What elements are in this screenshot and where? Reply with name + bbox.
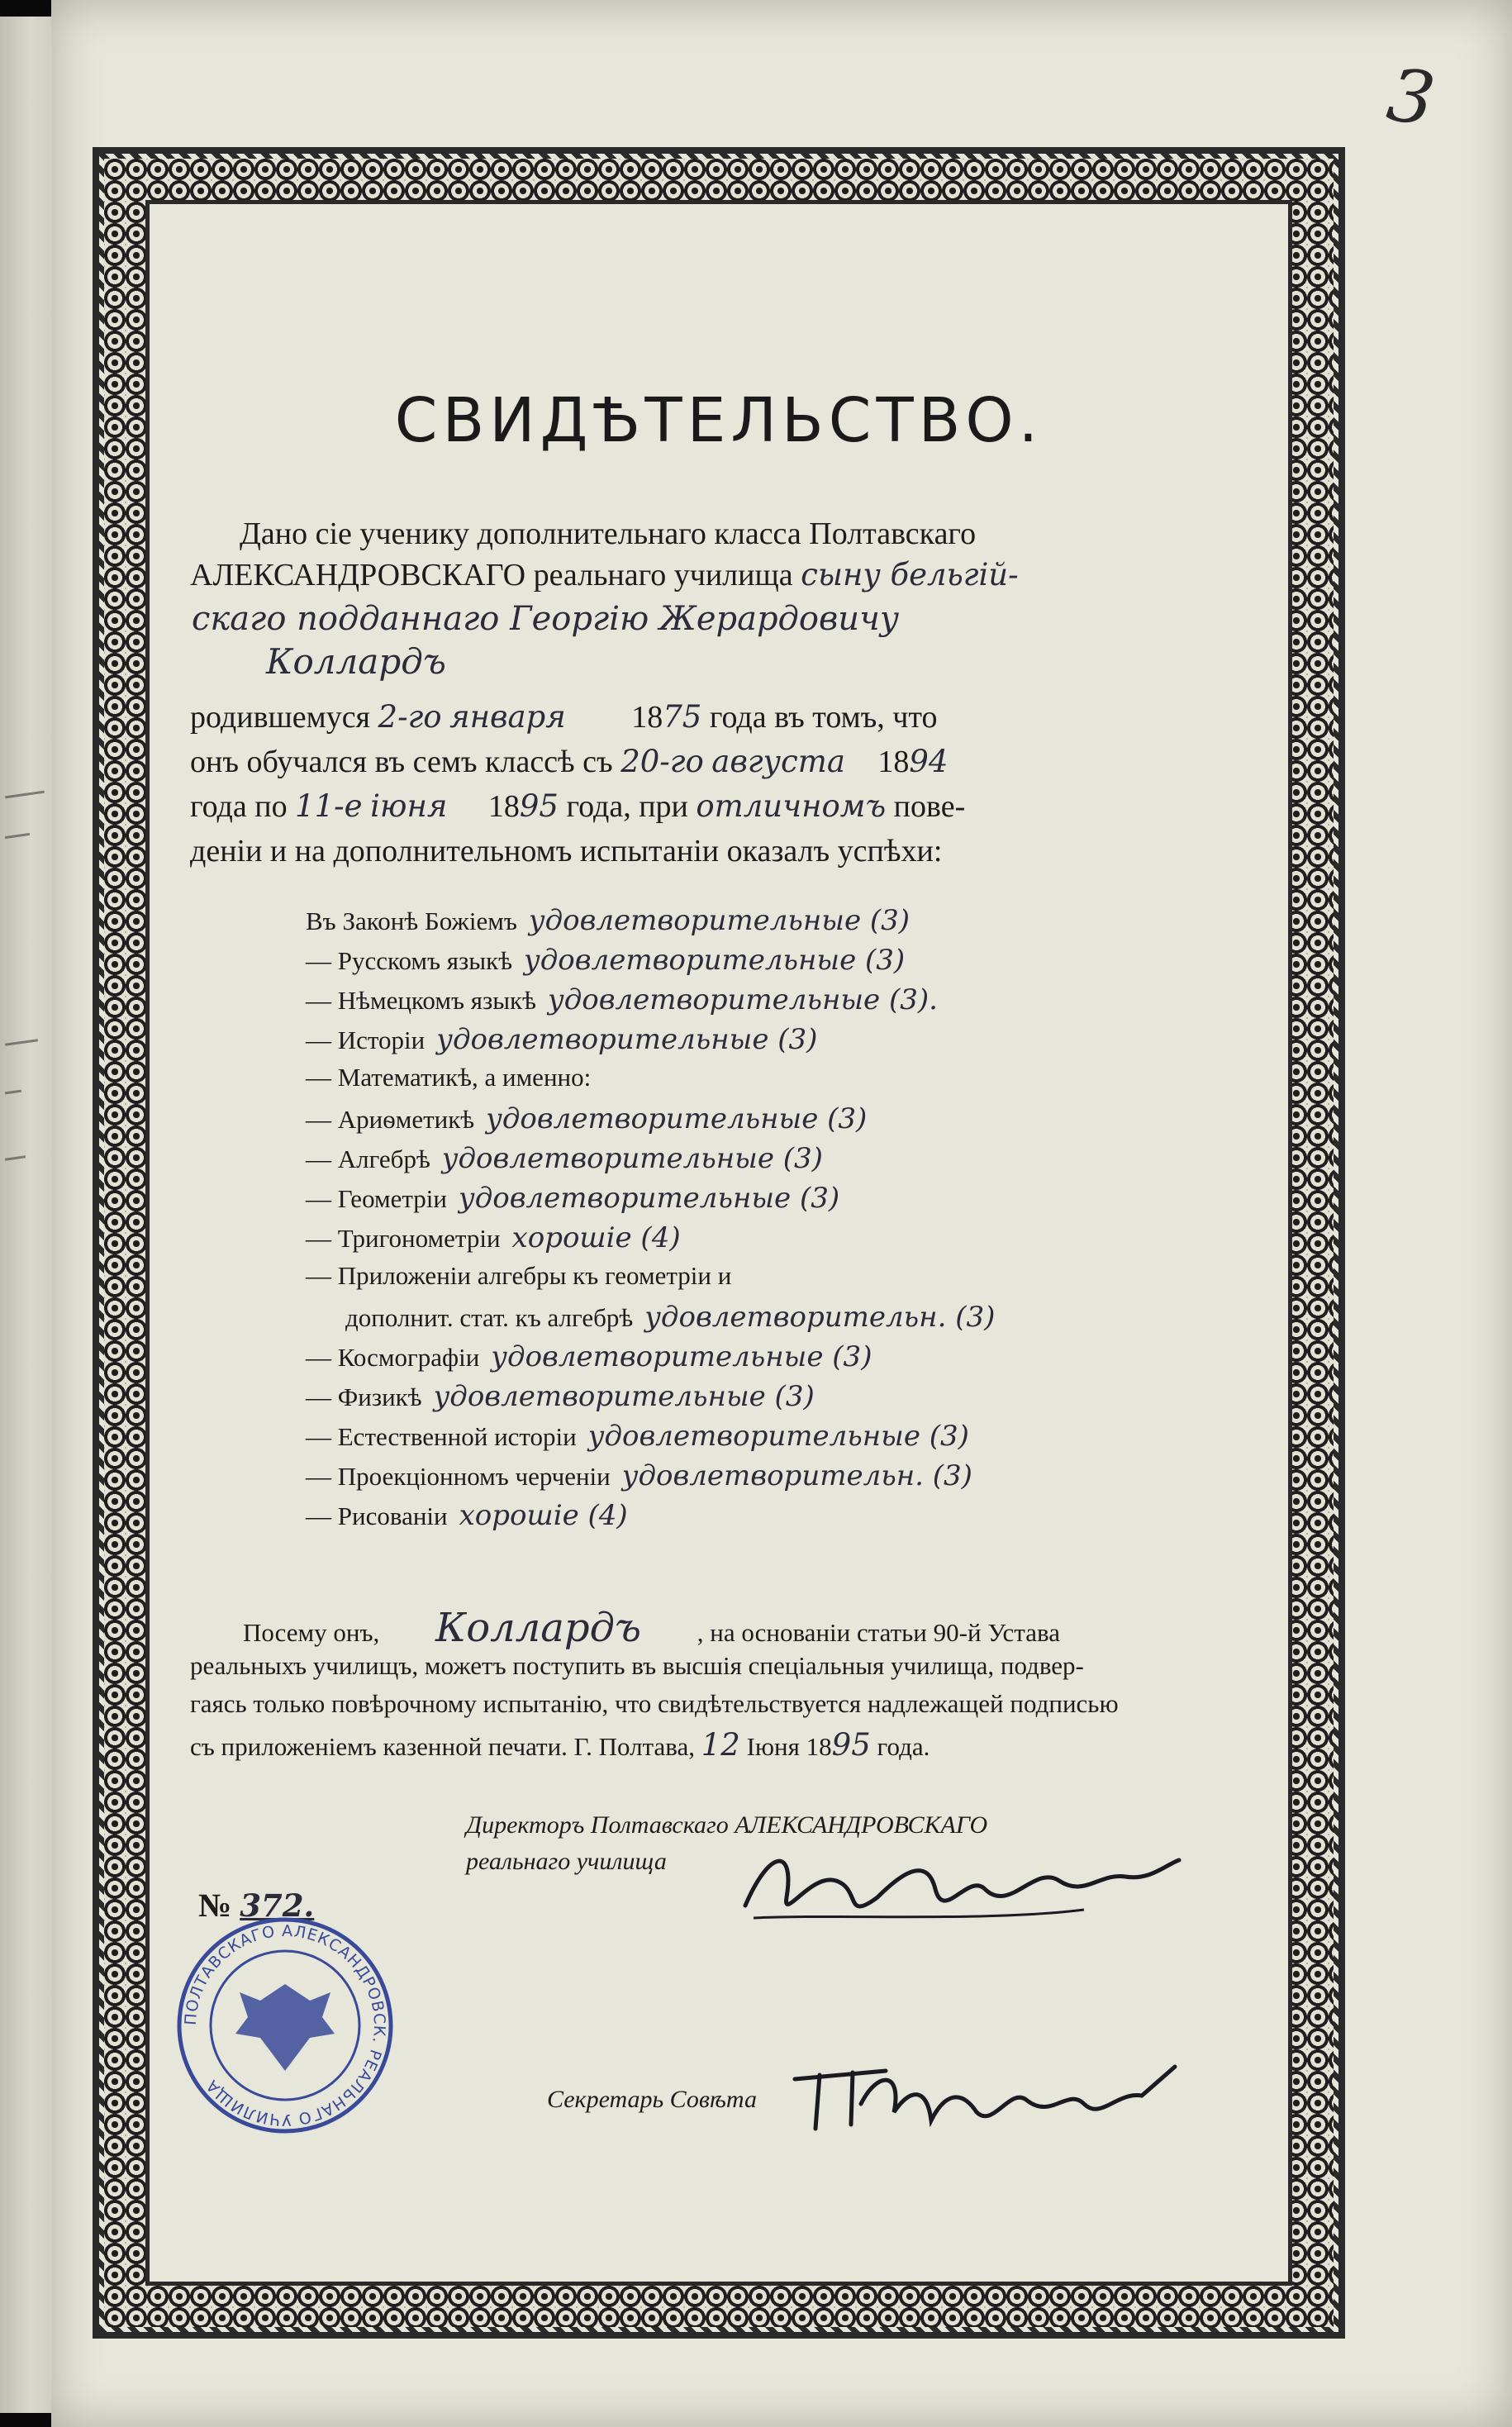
subject-label: — Русскомъ языкѣ: [306, 946, 513, 975]
until-day: 11-е: [295, 788, 363, 824]
closing-line-2: реальныхъ училищъ, можетъ поступить въ высшія спеціальныя училища, подвер-: [190, 1651, 1084, 1680]
until-month: іюня: [370, 788, 448, 824]
director-title-1: Директоръ Полтавскаго АЛЕКСАНДРОВСКАГО: [466, 1811, 988, 1839]
subject-label: Въ Законѣ Божіемъ: [306, 907, 517, 935]
secretary-title: Секретарь Совѣта: [547, 2086, 757, 2113]
closing-label: Посему онъ,: [243, 1618, 380, 1647]
closing-line-4: [190, 1727, 930, 1763]
intro-line-4-hand: Коллардъ: [266, 641, 446, 682]
subject-grade: удовлетворительные (3): [433, 1380, 815, 1413]
subject-row: [306, 1340, 872, 1373]
official-stamp: [174, 1914, 397, 2137]
conduct-grade: отличномъ: [696, 788, 887, 824]
subject-grade: удовлетворительные (3): [587, 1420, 969, 1453]
subject-label: — Исторіи: [306, 1026, 426, 1054]
subject-row: [306, 1380, 815, 1413]
subject-row: [306, 1499, 628, 1532]
until-line: [190, 788, 965, 825]
until-century: 18: [487, 789, 520, 824]
born-century: 18: [631, 700, 663, 735]
study-day: 20-го: [620, 744, 704, 779]
intro-line-2-print: АЛЕКСАНДРОВСКАГО реальнаго училища: [190, 558, 793, 592]
subject-label: — Приложеніи алгебры къ геометріи и: [306, 1261, 732, 1290]
intro-line-2: [190, 557, 1019, 593]
intro-line-2-hand: сыну бельгій-: [801, 557, 1019, 592]
subject-label: — Космографіи: [306, 1343, 480, 1372]
born-tail: года въ томъ, что: [709, 700, 938, 735]
subject-grade: удовлетворительные (3): [441, 1142, 823, 1175]
subject-grade: удовлетворительные (3): [458, 1182, 840, 1215]
subject-label: — Нѣмецкомъ языкѣ: [306, 986, 536, 1015]
study-year: 94: [909, 744, 949, 779]
subject-grade: удовлетворительные (3): [486, 1102, 868, 1135]
subject-row: [306, 1063, 591, 1092]
intro-line-3-hand: скаго подданнаго Георгію Жерардовичу: [192, 600, 900, 638]
subject-label: — Геометріи: [306, 1184, 447, 1213]
born-day: 2-го: [378, 699, 442, 735]
study-century: 18: [877, 745, 910, 779]
intro-line-1: Дано сіе ученику дополнительнаго класса Полтавскаго: [240, 516, 977, 551]
subject-grade: удовлетворительные (3): [524, 944, 906, 977]
student-surname: Коллардъ: [435, 1605, 641, 1651]
closing-year: 95: [831, 1727, 871, 1763]
study-label: онъ обучался въ семъ классѣ съ: [190, 745, 613, 779]
until-year: 95: [519, 788, 559, 824]
born-year: 75: [663, 699, 702, 735]
subject-label: — Естественной исторіи: [306, 1422, 577, 1451]
director-signature: [737, 1839, 1183, 1939]
subject-grade: удовлетворительн. (3): [644, 1301, 996, 1334]
closing-day: 12: [701, 1727, 740, 1763]
subject-row: [306, 1102, 867, 1135]
subject-row: [306, 1221, 681, 1254]
page-number: 3: [1382, 51, 1440, 143]
subject-label: — Математикѣ, а именно:: [306, 1063, 592, 1092]
subject-row: [306, 1023, 817, 1056]
director-title-2: реальнаго училища: [466, 1848, 667, 1875]
subject-row: [306, 944, 905, 977]
subject-grade: хорошіе (4): [459, 1499, 628, 1532]
certificate-title: СВИДѢТЕЛЬСТВО.: [394, 385, 1044, 456]
until-hyphen: пове-: [893, 789, 966, 824]
subject-label: — Алгебрѣ: [306, 1144, 430, 1173]
number-value: 372.: [240, 1887, 315, 1924]
subject-label: дополнит. стат. къ алгебрѣ: [345, 1303, 634, 1332]
subject-grade: удовлетворительные (3): [528, 904, 911, 937]
secretary-signature: [787, 2054, 1183, 2145]
subject-row: [306, 1459, 972, 1492]
study-line: [190, 744, 948, 780]
subject-label: — Физикѣ: [306, 1382, 422, 1411]
subject-grade: удовлетворительные (3).: [547, 983, 938, 1016]
subject-grade: удовлетворительные (3): [436, 1023, 818, 1056]
born-month: января: [449, 699, 566, 735]
intro-last-line: деніи и на дополнительномъ испытаніи оказалъ успѣхи:: [190, 834, 943, 868]
subject-grade: удовлетворительные (3): [491, 1340, 872, 1373]
subject-row: [306, 1142, 823, 1175]
subject-row: [306, 983, 938, 1016]
study-month: августа: [711, 744, 845, 779]
subject-label: — Рисованіи: [306, 1501, 448, 1530]
stamp-text: ПОЛТАВСКАГО АЛЕКСАНДРОВСК. РЕАЛЬНАГО УЧИЛИЩА: [181, 1921, 389, 2130]
subject-row: [306, 904, 910, 937]
born-label: родившемуся: [190, 700, 371, 735]
closing-line-3: гаясь только повѣрочному испытанію, что свидѣтельствуется надлежащей подписью: [190, 1689, 1119, 1718]
subject-row: [306, 1261, 731, 1291]
closing-place: съ приложеніемъ казенной печати. Г. Полтава,: [190, 1732, 695, 1761]
born-line: [190, 699, 938, 735]
until-tail: года, при: [566, 789, 688, 824]
certificate-content: [142, 195, 1296, 2291]
until-label: года по: [190, 789, 288, 824]
closing-line-1: [243, 1605, 1060, 1651]
subject-grade: хорошіе (4): [511, 1221, 681, 1254]
subject-row: [345, 1301, 995, 1334]
subject-label: — Тригонометріи: [306, 1224, 501, 1253]
closing-month: Іюня 18: [746, 1732, 832, 1761]
previous-page-edge: [0, 17, 51, 2413]
double-eagle-icon: [235, 1984, 335, 2071]
subject-label: — Ариѳметикѣ: [306, 1105, 475, 1134]
subject-row: [306, 1420, 969, 1453]
closing-tail: года.: [877, 1732, 930, 1761]
subject-row: [306, 1182, 839, 1215]
closing-statute: , на основаніи статьи 90-й Устава: [697, 1618, 1060, 1647]
number-label: №: [198, 1887, 232, 1924]
subject-label: — Проекціонномъ черченіи: [306, 1462, 611, 1491]
subject-grade: удовлетворительн. (3): [621, 1459, 972, 1492]
